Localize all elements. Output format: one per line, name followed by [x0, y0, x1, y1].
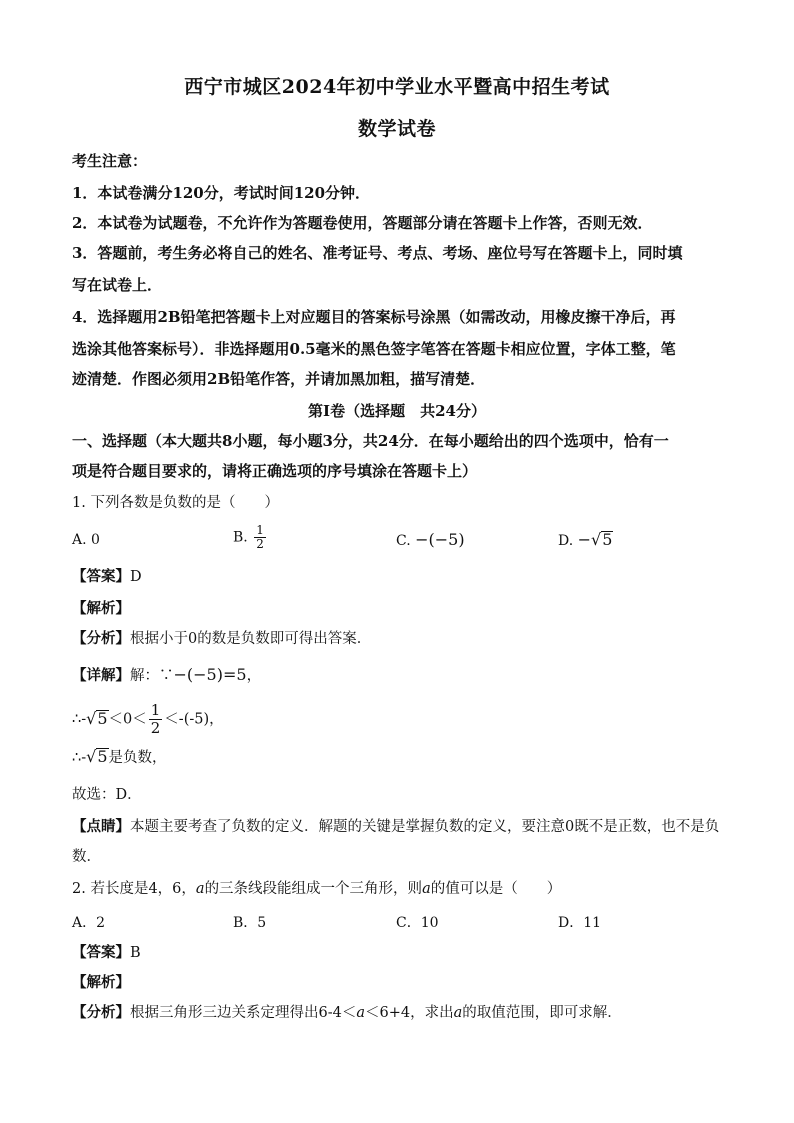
q1-comment-line1: 本题主要考查了负数的定义．解题的关键是掌握负数的定义，要注意0既不是正数，也不是负 [130, 819, 720, 835]
section-instruction-2: 项是符合题目要求的，请将正确选项的序号填涂在答题卡上） [72, 462, 478, 480]
q1-choice: 故选：D． [72, 787, 142, 803]
q1-option-b-numerator: 1 [256, 523, 264, 537]
q1-answer-tag: 【答案】 [72, 568, 130, 585]
q1-step2-post: 是负数， [108, 750, 167, 766]
q2-answer-value: B [130, 945, 141, 961]
q1-fenxi [72, 630, 732, 648]
q1-step2-radicand: 5 [97, 747, 108, 766]
q2-stem-var: a [195, 881, 205, 897]
q1-answer [72, 568, 732, 586]
note-item-2: 2．本试卷为试题卷，不允许作为答题卷使用，答题部分请在答题卡上作答，否则无效． [72, 214, 653, 232]
section-instruction-1: 一、选择题（本大题共8小题，每小题3分，共24分．在每小题给出的四个选项中，恰有一 [72, 432, 669, 450]
q1-step1-denominator: 2 [150, 719, 161, 737]
q1-step-2 [72, 748, 732, 767]
q2-fenxi-mid: ＜6+4，求出 [365, 1005, 454, 1021]
q2-fenxi-var2: a [453, 1005, 463, 1021]
q1-option-b-denominator: 2 [256, 537, 264, 551]
exam-title: 西宁市城区2024年初中学业水平暨高中招生考试 [184, 76, 610, 98]
q2-stem-pre: 2. 若长度是4，6， [72, 881, 196, 897]
q2-answer [72, 944, 732, 962]
q2-stem [72, 880, 732, 898]
note-item-4-cont: 选涂其他答案标号）．非选择题用0.5毫米的黑色签字笔答在答题卡相应位置，字体工整，笔 [72, 340, 676, 358]
section-heading: 第I卷（选择题 共24分） [308, 402, 486, 420]
q1-option-b-label: B. [233, 529, 248, 546]
q1-option-c-math: −(−5) [415, 530, 465, 549]
q2-fenxi-var: a [356, 1005, 366, 1021]
q1-detail-tag: 【详解】 [72, 667, 130, 684]
q2-fenxi-pre: 根据三角形三边关系定理得出6-4＜ [130, 1005, 357, 1021]
q2-stem-post: 的值可以是（ ） [430, 881, 562, 897]
q1-detail-math: −(−5)=5 [173, 665, 247, 684]
note-item-3: 3．答题前，考生务必将自己的姓名、准考证号、考点、考场、座位号写在答题卡上，同时填 [72, 244, 683, 262]
q2-stem-var2: a [422, 881, 431, 897]
q2-answer-tag: 【答案】 [72, 944, 130, 961]
q1-step1-radicand: 5 [97, 708, 108, 728]
note-item-4-cont2: 迹清楚．作图必须用2B铅笔作答，并请加黑加粗，描写清楚． [72, 370, 486, 388]
q2-fenxi-tag: 【分析】 [72, 1004, 130, 1021]
q1-option-b-fraction [254, 524, 266, 551]
q1-option-c [396, 530, 465, 549]
q1-detail-pre: 解：∵ [130, 668, 174, 684]
q1-step1-pre: ∴- [72, 711, 87, 728]
q1-step2-sqrt: √5 [86, 747, 108, 766]
q1-option-d-radicand: 5 [602, 530, 613, 549]
q1-option-d-sqrt: √5 [591, 530, 613, 549]
q1-detail-post: ， [246, 668, 262, 684]
notes-heading: 考生注意： [72, 152, 148, 170]
note-item-1: 1．本试卷满分120分，考试时间120分钟． [72, 184, 371, 202]
q1-comment-tag: 【点睛】 [72, 818, 130, 835]
q1-step1-fraction [149, 702, 163, 737]
q2-analysis-tag: 【解析】 [72, 974, 130, 991]
q1-option-d-sign: − [577, 530, 592, 549]
q2-option-a: A．2 [72, 915, 106, 931]
q1-step1-sqrt: √5 [86, 708, 108, 728]
q2-stem-mid: 的三条线段能组成一个三角形，则 [204, 881, 423, 897]
q1-detail [72, 666, 732, 685]
q1-step-1 [72, 702, 732, 737]
q1-option-a: A. 0 [72, 532, 100, 548]
q1-step2-pre: ∴- [72, 750, 87, 766]
q1-fenxi-text: 根据小于0的数是负数即可得出答案． [130, 631, 372, 647]
q2-option-d: D．11 [558, 915, 602, 931]
q2-option-c: C．10 [396, 915, 439, 931]
q2-option-b: B．5 [233, 915, 267, 931]
q1-step1-numerator: 1 [150, 701, 161, 719]
q1-analysis-tag: 【解析】 [72, 600, 130, 617]
note-item-3-cont: 写在试卷上． [72, 276, 163, 294]
q1-stem: 1. 下列各数是负数的是（ ） [72, 495, 279, 511]
q1-step1-mid: ＜0＜ [108, 711, 147, 728]
note-item-4: 4．选择题用2B铅笔把答题卡上对应题目的答案标号涂黑（如需改动，用橡皮擦干净后，再 [72, 308, 676, 326]
q1-comment [72, 818, 732, 836]
q1-option-b [233, 524, 268, 551]
q1-option-d [558, 530, 613, 549]
q1-fenxi-tag: 【分析】 [72, 630, 130, 647]
q1-option-d-label: D. [558, 533, 574, 549]
q1-answer-value: D [130, 569, 142, 585]
q1-step1-post: ＜-(-5)， [164, 711, 224, 728]
q2-fenxi [72, 1004, 732, 1022]
exam-subtitle: 数学试卷 [357, 118, 436, 140]
q1-comment-cont: 数． [72, 849, 101, 865]
q2-fenxi-post: 的取值范围，即可求解． [462, 1005, 622, 1021]
q1-option-c-label: C. [396, 533, 411, 549]
